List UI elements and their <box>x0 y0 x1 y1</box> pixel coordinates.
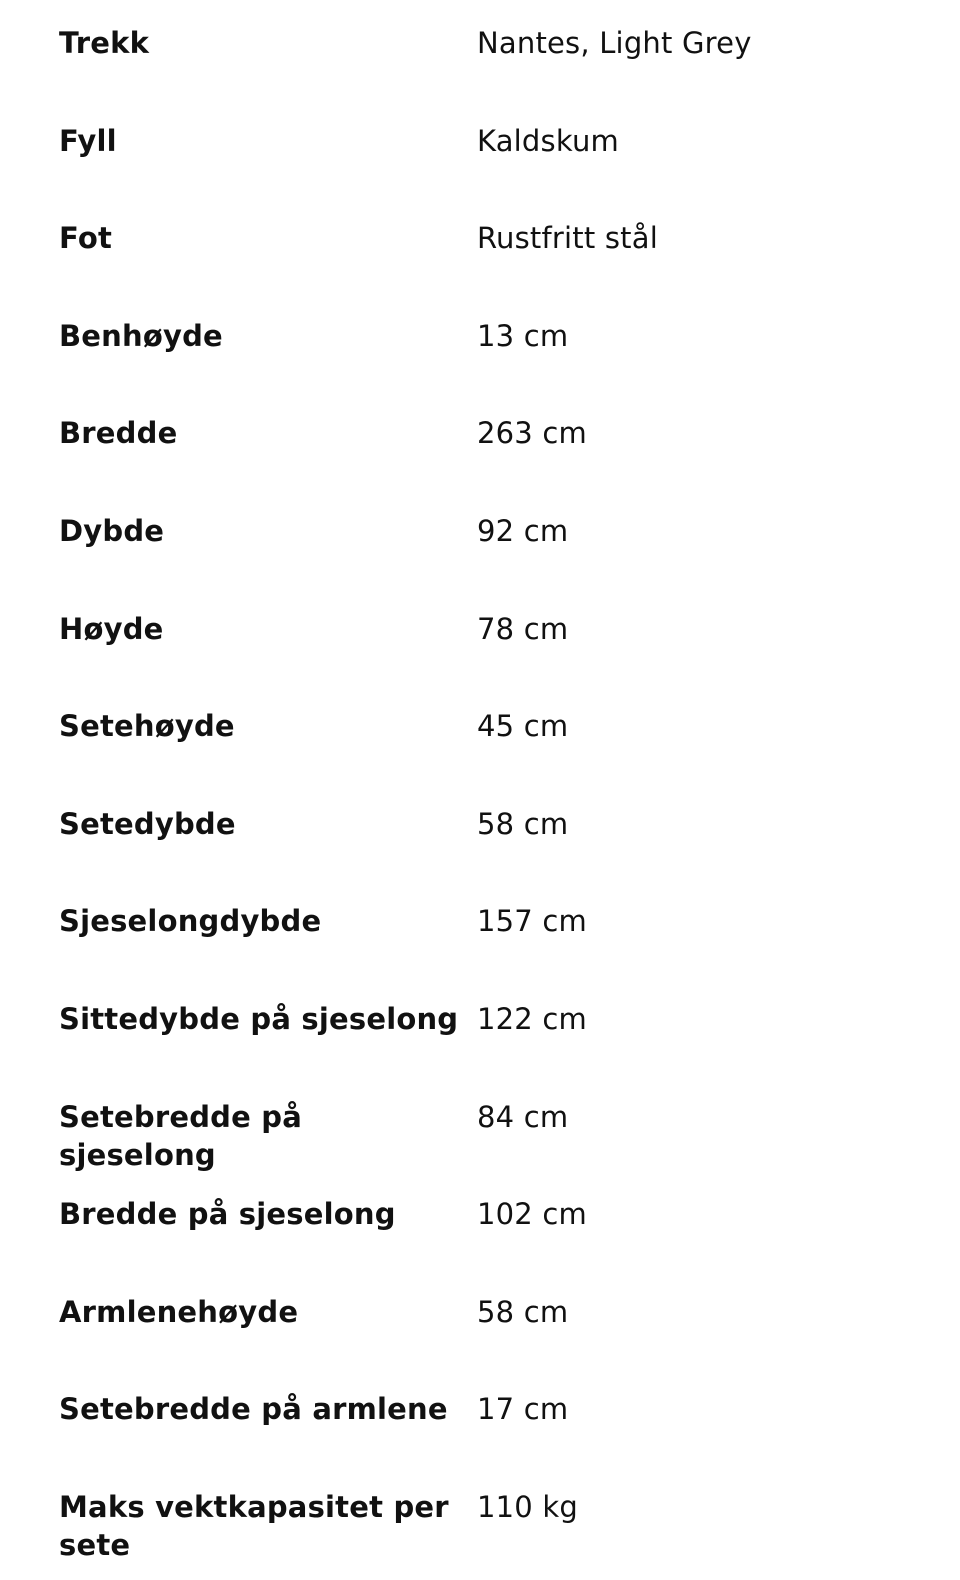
spec-label: Armlenehøyde <box>59 1294 299 1329</box>
spec-value: 58 cm <box>477 806 569 841</box>
spec-value: 122 cm <box>477 1001 587 1036</box>
spec-label: Benhøyde <box>59 318 223 353</box>
spec-row-sjeselongdybde <box>0 878 960 976</box>
spec-value: 110 kg <box>477 1489 578 1524</box>
spec-value: 92 cm <box>477 513 569 548</box>
spec-label: Dybde <box>59 513 165 548</box>
spec-value: Nantes, Light Grey <box>477 26 752 60</box>
spec-row-hoyde <box>0 586 960 684</box>
spec-value: 45 cm <box>477 709 569 744</box>
spec-row-dybde <box>0 488 960 586</box>
spec-label: Setedybde <box>59 806 236 841</box>
spec-value: 58 cm <box>477 1294 569 1329</box>
spec-value: Kaldskum <box>477 123 619 158</box>
spec-value: 102 cm <box>477 1197 587 1232</box>
spec-row-setebredde-sjeselong <box>0 1074 960 1172</box>
spec-value: 78 cm <box>477 611 569 646</box>
spec-label: Trekk <box>59 26 150 60</box>
spec-value: 17 cm <box>477 1392 569 1427</box>
spec-row-setehoyde <box>0 683 960 781</box>
spec-label: Sjeselongdybde <box>59 904 322 939</box>
spec-label: Setehøyde <box>59 709 235 744</box>
spec-label: Setebredde på sjeselong <box>59 1099 303 1172</box>
spec-label: Bredde <box>59 416 178 451</box>
spec-label: Sittedybde på sjeselong <box>59 1001 459 1036</box>
spec-row-sittedybde-sjeselong <box>0 976 960 1074</box>
spec-row-benhoyde <box>0 293 960 391</box>
spec-label: Maks vektkapasitet per sete <box>59 1489 449 1562</box>
spec-value: 263 cm <box>477 416 587 451</box>
spec-value: Rustfritt stål <box>477 221 658 256</box>
spec-row-armlenehoyde <box>0 1269 960 1367</box>
spec-row-fyll <box>0 98 960 196</box>
spec-label: Høyde <box>59 611 164 646</box>
spec-row-setedybde <box>0 781 960 879</box>
spec-row-setebredde-armlene <box>0 1366 960 1464</box>
spec-label: Bredde på sjeselong <box>59 1197 396 1232</box>
spec-row-bredde <box>0 390 960 488</box>
spec-row-bredde-sjeselong <box>0 1171 960 1269</box>
spec-row-trekk <box>0 0 960 98</box>
spec-label: Fyll <box>59 123 117 158</box>
spec-value: 84 cm <box>477 1099 569 1134</box>
spec-row-fot <box>0 195 960 293</box>
spec-value: 13 cm <box>477 318 569 353</box>
spec-row-maks-vektkapasitet <box>0 1464 960 1562</box>
spec-label: Setebredde på armlene <box>59 1392 448 1427</box>
spec-value: 157 cm <box>477 904 587 939</box>
spec-label: Fot <box>59 221 113 256</box>
